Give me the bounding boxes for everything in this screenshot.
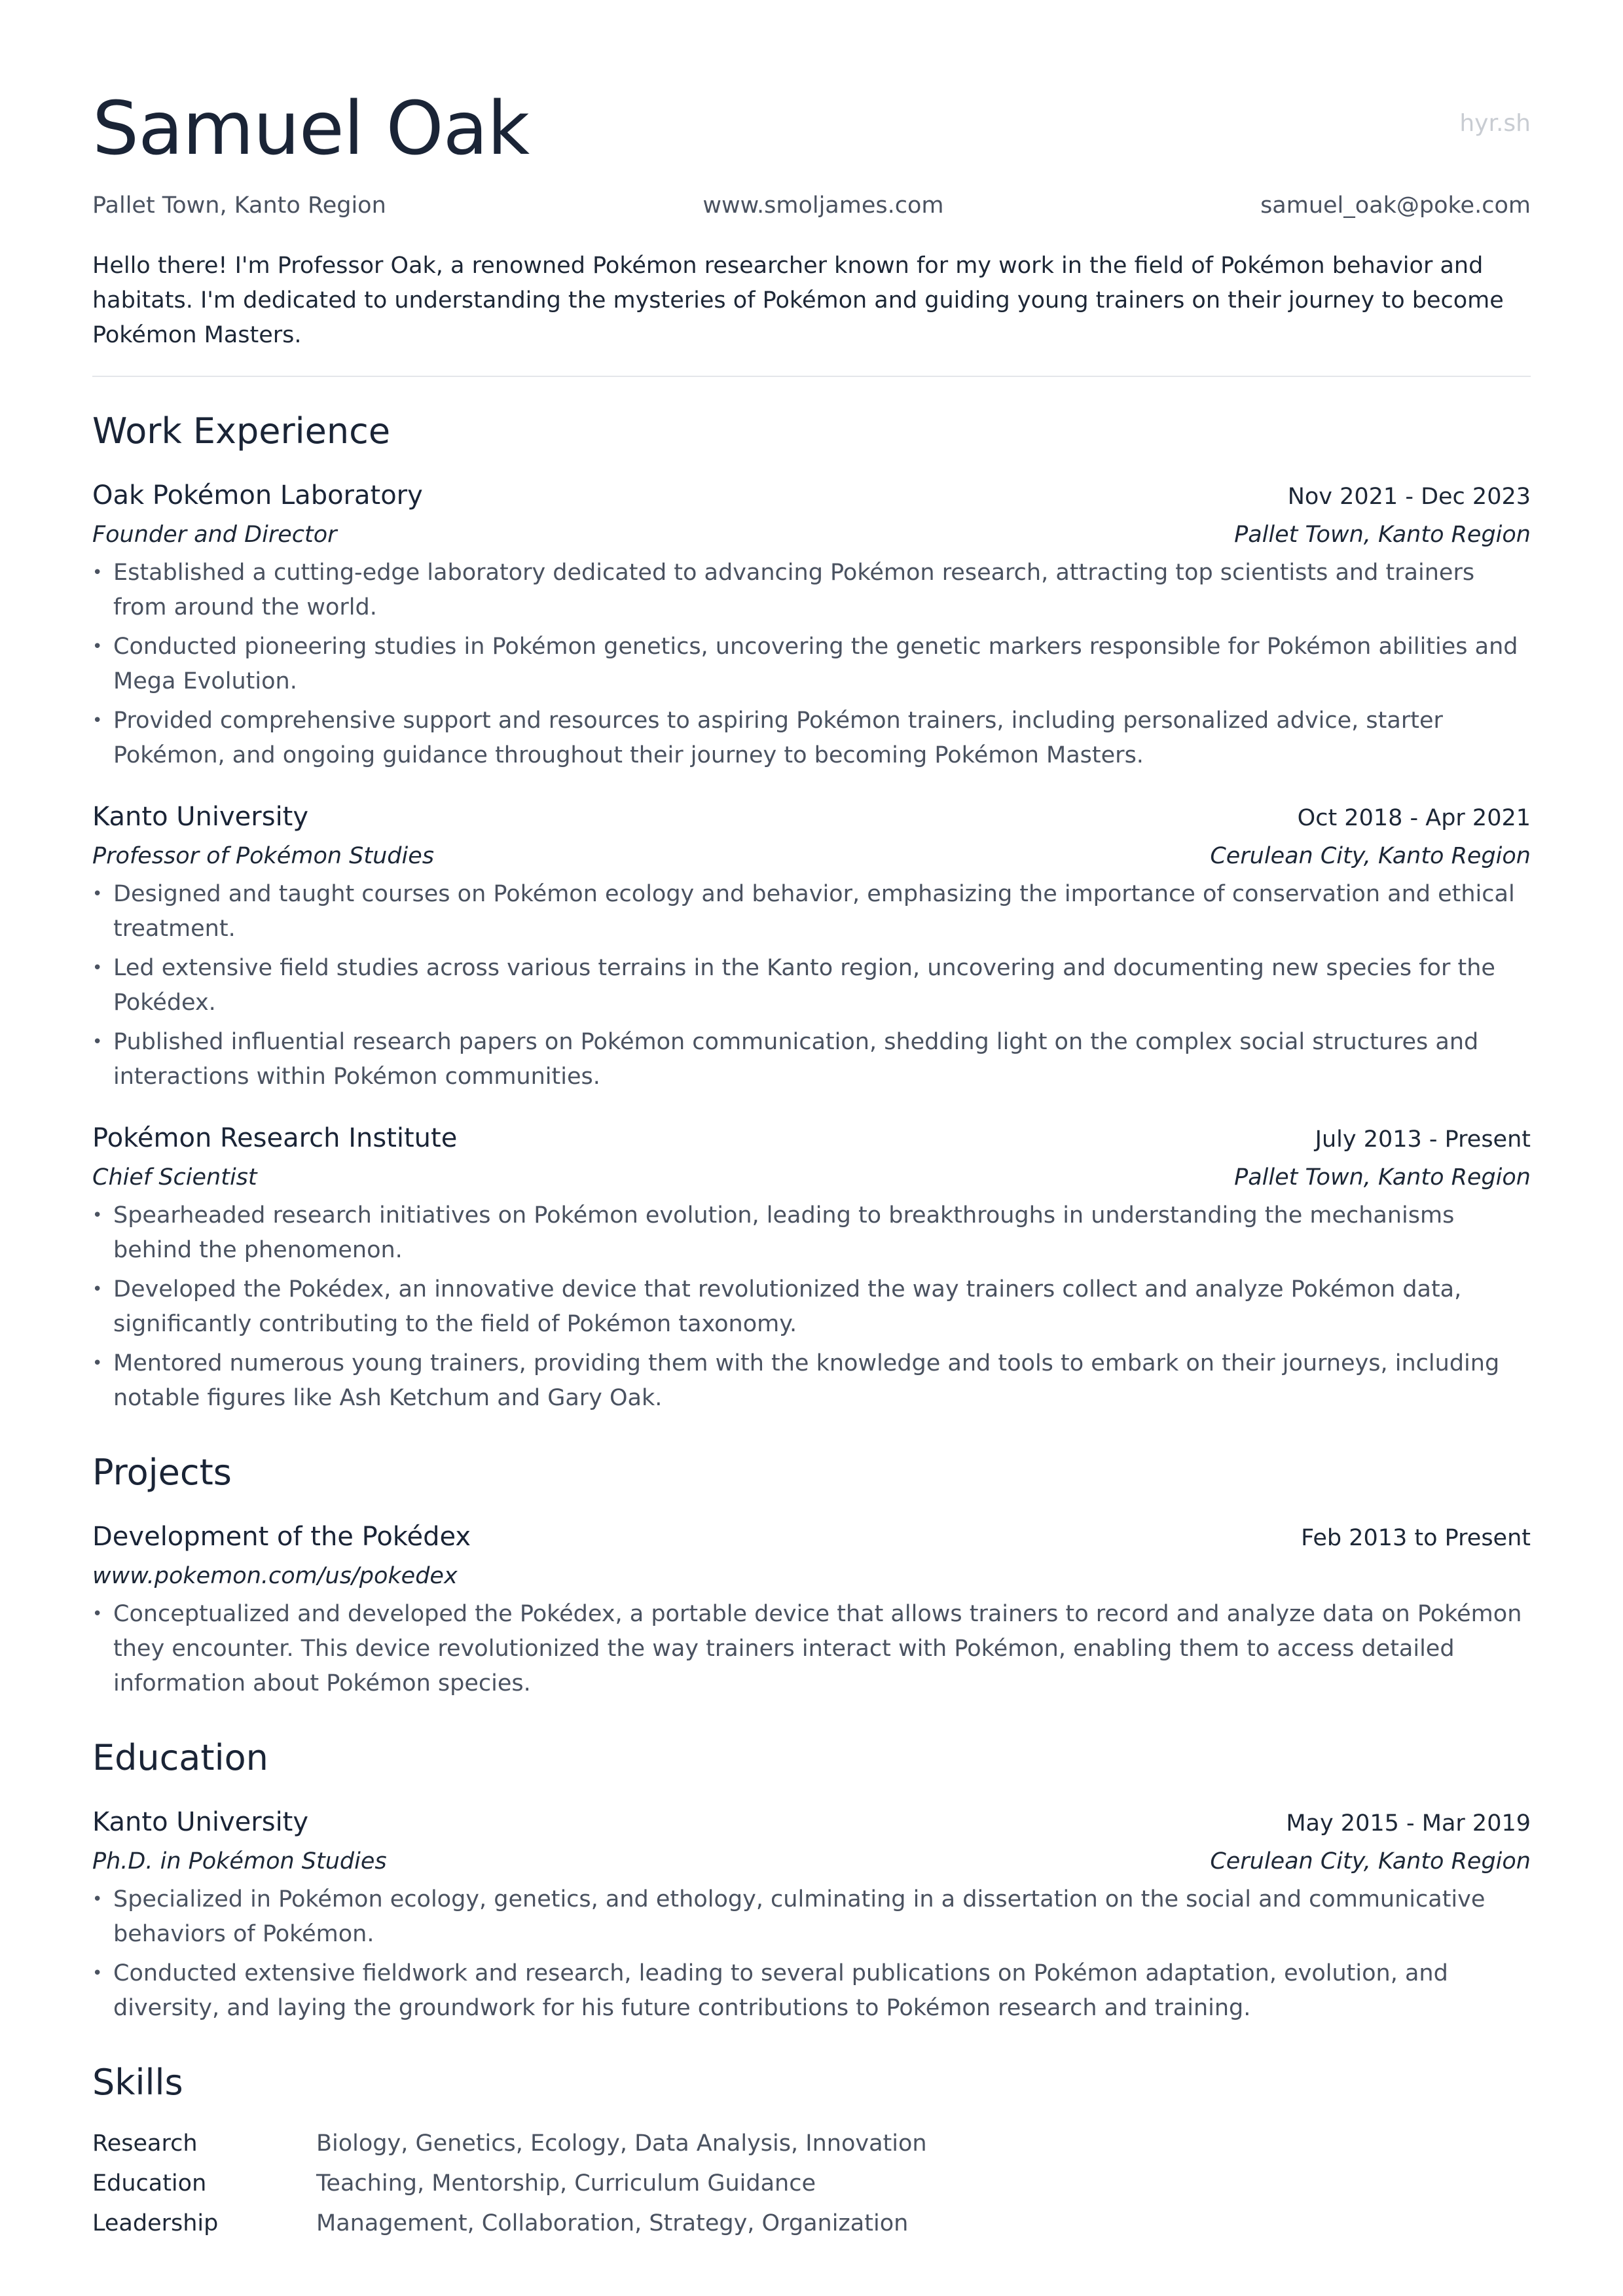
contact-website[interactable]: www.smoljames.com [702, 192, 944, 219]
work-role: Founder and Director [92, 522, 337, 548]
work-dates: Nov 2021 - Dec 2023 [1287, 484, 1531, 510]
project-url[interactable]: www.pokemon.com/us/pokedex [92, 1563, 458, 1589]
work-entry [92, 1119, 1531, 1416]
skill-list: Biology, Genetics, Ecology, Data Analysis, Innovation [316, 2130, 927, 2157]
projects-section [92, 1450, 1531, 1701]
project-dates: Feb 2013 to Present [1301, 1525, 1531, 1551]
work-location: Cerulean City, Kanto Region [1210, 843, 1531, 869]
bullet-item: • Designed and taught courses on Pokémon ecology and behavior, emphasizing the importance of conservation and ethical treatment. [92, 877, 1531, 946]
skill-list: Teaching, Mentorship, Curriculum Guidance [316, 2170, 816, 2197]
work-org: Kanto University [92, 802, 309, 832]
work-role: Professor of Pokémon Studies [92, 843, 434, 869]
bullet-item: • Developed the Pokédex, an innovative device that revolutionized the way trainers collect and analyze Pokémon data, significantly contributing to the field of Pokémon taxonomy. [92, 1272, 1531, 1342]
candidate-name: Samuel Oak [92, 86, 530, 171]
education-org: Kanto University [92, 1807, 309, 1837]
education-entry [92, 1803, 1531, 2026]
work-dates: Oct 2018 - Apr 2021 [1297, 805, 1531, 831]
bullet-item: • Mentored numerous young trainers, providing them with the knowledge and tools to embark on their journeys, including notable figures like Ash Ketchum and Gary Oak. [92, 1346, 1531, 1416]
bullet-item: • Conducted pioneering studies in Pokémon genetics, uncovering the genetic markers responsible for Pokémon abilities and Mega Evolution. [92, 630, 1531, 699]
section-title-projects: Projects [92, 1452, 232, 1493]
work-org: Oak Pokémon Laboratory [92, 480, 423, 511]
work-role: Chief Scientist [92, 1164, 257, 1191]
project-name: Development of the Pokédex [92, 1522, 471, 1552]
education-bullets [92, 1882, 1531, 2026]
section-title-work: Work Experience [92, 410, 391, 452]
skill-row [92, 2164, 1531, 2204]
skills-section [92, 2060, 1531, 2244]
section-title-education: Education [92, 1737, 268, 1778]
skill-name: Research [92, 2130, 198, 2157]
skill-row [92, 2204, 1531, 2244]
education-location: Cerulean City, Kanto Region [1210, 1848, 1531, 1874]
header-divider [92, 376, 1531, 377]
work-experience-section [92, 408, 1531, 1416]
bullet-item: • Established a cutting-edge laboratory dedicated to advancing Pokémon research, attracting top scientists and trainers from around the world. [92, 556, 1531, 625]
skill-row [92, 2124, 1531, 2164]
contact-row [92, 192, 1531, 219]
bullet-item: • Published influential research papers on Pokémon communication, shedding light on the complex social structures and interactions within Pokémon communities. [92, 1025, 1531, 1094]
work-bullets [92, 877, 1531, 1094]
bullet-item: • Conducted extensive fieldwork and research, leading to several publications on Pokémon adaptation, evolution, and diversity, and laying the groundwork for his future contributions to Pokémon research and training. [92, 1956, 1531, 2026]
bullet-item: • Specialized in Pokémon ecology, genetics, and ethology, culminating in a dissertation on the social and communicative behaviors of Pokémon. [92, 1882, 1531, 1952]
skill-name: Education [92, 2170, 207, 2197]
work-location: Pallet Town, Kanto Region [1234, 1164, 1531, 1191]
bullet-item: • Conceptualized and developed the Pokédex, a portable device that allows trainers to record and analyze data on Pokémon they encounter. This device revolutionized the way trainers interact with Pokémon, enabling them to access detailed information about Pokémon species. [92, 1597, 1531, 1701]
work-org: Pokémon Research Institute [92, 1123, 458, 1153]
project-entry [92, 1518, 1531, 1701]
contact-location: Pallet Town, Kanto Region [92, 192, 386, 219]
project-bullets [92, 1597, 1531, 1701]
skill-name: Leadership [92, 2210, 219, 2236]
brand-watermark[interactable]: hyr.sh [1459, 110, 1531, 137]
work-entry [92, 476, 1531, 773]
bullet-item: • Spearheaded research initiatives on Pokémon evolution, leading to breakthroughs in understanding the mechanisms behind the phenomenon. [92, 1198, 1531, 1268]
section-title-skills: Skills [92, 2062, 183, 2103]
contact-email[interactable]: samuel_oak@poke.com [1260, 192, 1531, 219]
education-dates: May 2015 - Mar 2019 [1286, 1810, 1531, 1837]
work-entry [92, 798, 1531, 1094]
education-degree: Ph.D. in Pokémon Studies [92, 1848, 387, 1874]
skill-list: Management, Collaboration, Strategy, Organization [316, 2210, 909, 2236]
education-section [92, 1735, 1531, 2026]
work-bullets [92, 1198, 1531, 1416]
skills-table [92, 2124, 1531, 2244]
bullet-item: • Led extensive field studies across various terrains in the Kanto region, uncovering and documenting new species for the Pokédex. [92, 951, 1531, 1020]
work-location: Pallet Town, Kanto Region [1234, 522, 1531, 548]
work-bullets [92, 556, 1531, 773]
summary-text: Hello there! I'm Professor Oak, a renowned Pokémon researcher known for my work in the field of Pokémon behavior and habitats. I'm dedicated to understanding the mysteries of Pokémon and guiding young trainers on their journey to become Pokémon Masters. [92, 253, 1504, 348]
bullet-item: • Provided comprehensive support and resources to aspiring Pokémon trainers, including personalized advice, starter Pokémon, and ongoing guidance throughout their journey to becoming Pokémon Masters. [92, 704, 1531, 773]
work-dates: July 2013 - Present [1315, 1126, 1531, 1153]
